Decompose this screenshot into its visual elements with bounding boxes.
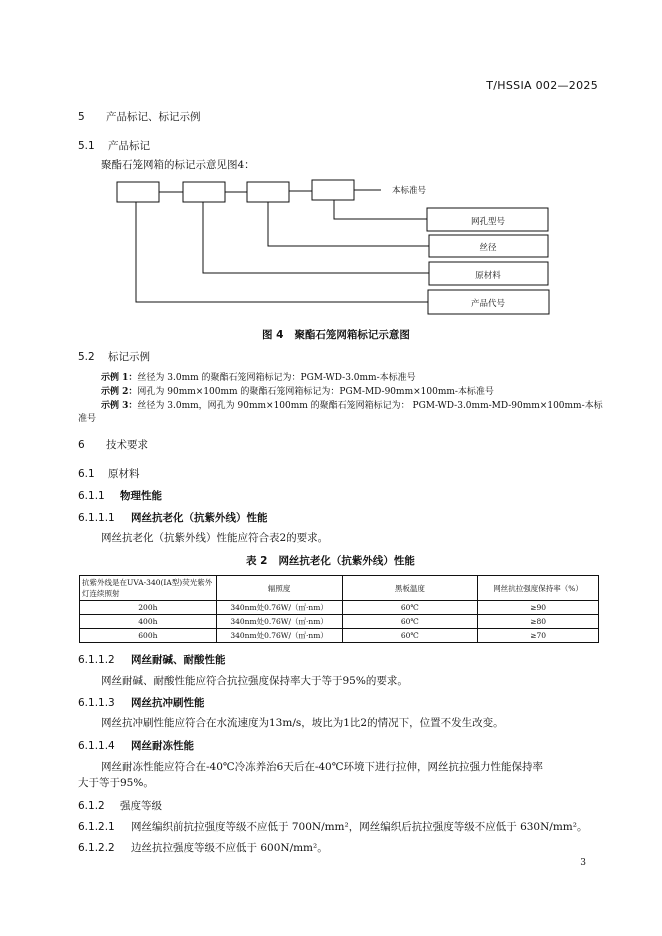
- figure-caption: [262, 327, 410, 342]
- caption-number: 图 4: [262, 329, 284, 341]
- section-number: 6.1.1.3: [78, 697, 115, 709]
- section-6-1-2-heading: [78, 798, 162, 813]
- paragraph: 聚酯石笼网箱的标记示意见图4：: [101, 159, 255, 171]
- connector-mesh-type: [334, 200, 427, 219]
- section-number: 5: [78, 111, 85, 123]
- section-title: 强度等级: [120, 800, 162, 812]
- caption-title: 聚酯石笼网箱标记示意图: [294, 329, 410, 341]
- label-product-code: 产品代号: [470, 299, 506, 309]
- header-cell-retention: 网丝抗拉强度保持率（%）: [478, 576, 599, 601]
- example-1: [101, 370, 416, 383]
- section-number: 6.1.1: [78, 490, 105, 502]
- standard-code: T/HSSIA 002—2025: [486, 79, 598, 92]
- example-2: [101, 384, 494, 397]
- section-title: 网丝耐碱、耐酸性能: [131, 654, 226, 666]
- section-number: 6.1.2: [78, 800, 105, 812]
- table-cell: ≥80: [478, 615, 599, 629]
- table-cell: 60℃: [342, 629, 478, 643]
- label-raw-material: 原材料: [475, 271, 501, 281]
- section-number: 6: [78, 439, 85, 451]
- paragraph-line: 大于等于95%。: [78, 777, 154, 789]
- clause-text: 网丝编织前抗拉强度等级不应低于 700N/mm²，网丝编织后抗拉强度等级不应低于 630N/mm²。: [131, 821, 588, 833]
- section-title: 产品标记: [108, 140, 150, 152]
- example-label: 示例 2：: [101, 387, 138, 397]
- table-cell: 340nm处0.76W/（㎡·nm）: [216, 629, 342, 643]
- section-number: 6.1.1.4: [78, 740, 115, 752]
- table-row: [80, 615, 599, 629]
- table-cell: 60℃: [342, 601, 478, 615]
- section-6-1-1-3-heading: [78, 695, 205, 710]
- label-wire-diameter: 丝径: [479, 243, 497, 253]
- connector-wire-diameter: [268, 202, 429, 246]
- section-number: 6.1.2.2: [78, 842, 115, 854]
- caption-number: 表 2: [246, 555, 268, 567]
- section-number: 6.1: [78, 468, 95, 480]
- section-number: 5.2: [78, 351, 95, 363]
- section-6-1-1-heading: [78, 488, 162, 503]
- example-3-continuation: 准号: [78, 414, 97, 424]
- header-cell-irradiance: 辐照度: [216, 576, 342, 601]
- table-cell: 340nm处0.76W/（㎡·nm）: [216, 615, 342, 629]
- paragraph-line: 网丝耐冻性能应符合在-40℃冷冻养治6天后在-40℃环境下进行拉伸，网丝抗拉强力性能保持率: [101, 761, 543, 773]
- example-label: 示例 3：: [101, 401, 138, 411]
- paragraph: 网丝抗冲刷性能应符合在水流速度为13m/s，坡比为1比2的情况下，位置不发生改变。: [101, 717, 504, 729]
- table-row: [80, 629, 599, 643]
- table-caption: [246, 553, 415, 568]
- section-6-1-1-2-heading: [78, 652, 226, 667]
- example-3: [101, 398, 603, 411]
- table-cell: 200h: [80, 601, 217, 615]
- paragraph: 网丝抗老化（抗紫外线）性能应符合表2的要求。: [101, 532, 329, 544]
- example-text: 网孔为 90mm×100mm 的聚酯石笼网箱标记为：PGM-MD-90mm×100mm-本标准号: [137, 387, 494, 397]
- header-cell-blackboard-temp: 黑板温度: [342, 576, 478, 601]
- label-mesh-type: 网孔型号: [470, 217, 506, 227]
- section-title: 技术要求: [106, 439, 148, 451]
- section-number: 6.1.1.1: [78, 512, 115, 524]
- table-cell: ≥70: [478, 629, 599, 643]
- section-number: 6.1.1.2: [78, 654, 115, 666]
- section-number: 5.1: [78, 140, 95, 152]
- example-label: 示例 1：: [101, 373, 138, 383]
- section-title: 原材料: [108, 468, 140, 480]
- marking-diagram: [0, 0, 662, 340]
- table-row: [80, 601, 599, 615]
- section-title: 标记示例: [108, 351, 150, 363]
- diagram-box-raw-material: [183, 182, 225, 202]
- section-number: 6.1.2.1: [78, 821, 115, 833]
- label-standard-number: 本标准号: [392, 186, 427, 196]
- section-title: 网丝抗冲刷性能: [131, 697, 205, 709]
- table-cell: 600h: [80, 629, 217, 643]
- diagram-box-wire-diameter: [247, 182, 289, 202]
- page-number: 3: [580, 858, 586, 868]
- caption-title: 网丝抗老化（抗紫外线）性能: [278, 555, 415, 567]
- aging-performance-table: [79, 575, 599, 643]
- section-6-heading: [78, 437, 148, 452]
- connector-product-code: [136, 202, 428, 302]
- section-title: 网丝抗老化（抗紫外线）性能: [131, 512, 268, 524]
- clause-text: 边丝抗拉强度等级不应低于 600N/mm²。: [131, 842, 328, 854]
- connector-raw-material: [203, 202, 429, 273]
- table-cell: 400h: [80, 615, 217, 629]
- header-cell-exposure: 抗紫外线是在UVA-340(IA型)荧光紫外灯连续照射: [80, 576, 217, 601]
- section-title: 网丝耐冻性能: [131, 740, 194, 752]
- section-title: 物理性能: [120, 490, 162, 502]
- example-text: 丝径为 3.0mm 的聚酯石笼网箱标记为：PGM-WD-3.0mm-本标准号: [137, 373, 416, 383]
- section-6-1-heading: [78, 466, 140, 481]
- section-5-2-heading: [78, 349, 150, 364]
- table-cell: 340nm处0.76W/（㎡·nm）: [216, 601, 342, 615]
- diagram-box-mesh-type: [312, 180, 354, 200]
- clause-6-1-2-1: [78, 819, 587, 834]
- section-6-1-1-1-heading: [78, 510, 268, 525]
- section-6-1-1-4-heading: [78, 738, 194, 753]
- clause-6-1-2-2: [78, 840, 328, 855]
- table-cell: 60℃: [342, 615, 478, 629]
- paragraph: 网丝耐碱、耐酸性能应符合抗拉强度保持率大于等于95%的要求。: [101, 675, 408, 687]
- example-text: 丝径为 3.0mm，网孔为 90mm×100mm 的聚酯石笼网箱标记为： PGM-WD-3.0mm-MD-90mm×100mm-本标: [137, 401, 603, 411]
- section-title: 产品标记、标记示例: [106, 111, 201, 123]
- table-header-row: [80, 576, 599, 601]
- table-cell: ≥90: [478, 601, 599, 615]
- diagram-box-product-code: [117, 182, 159, 202]
